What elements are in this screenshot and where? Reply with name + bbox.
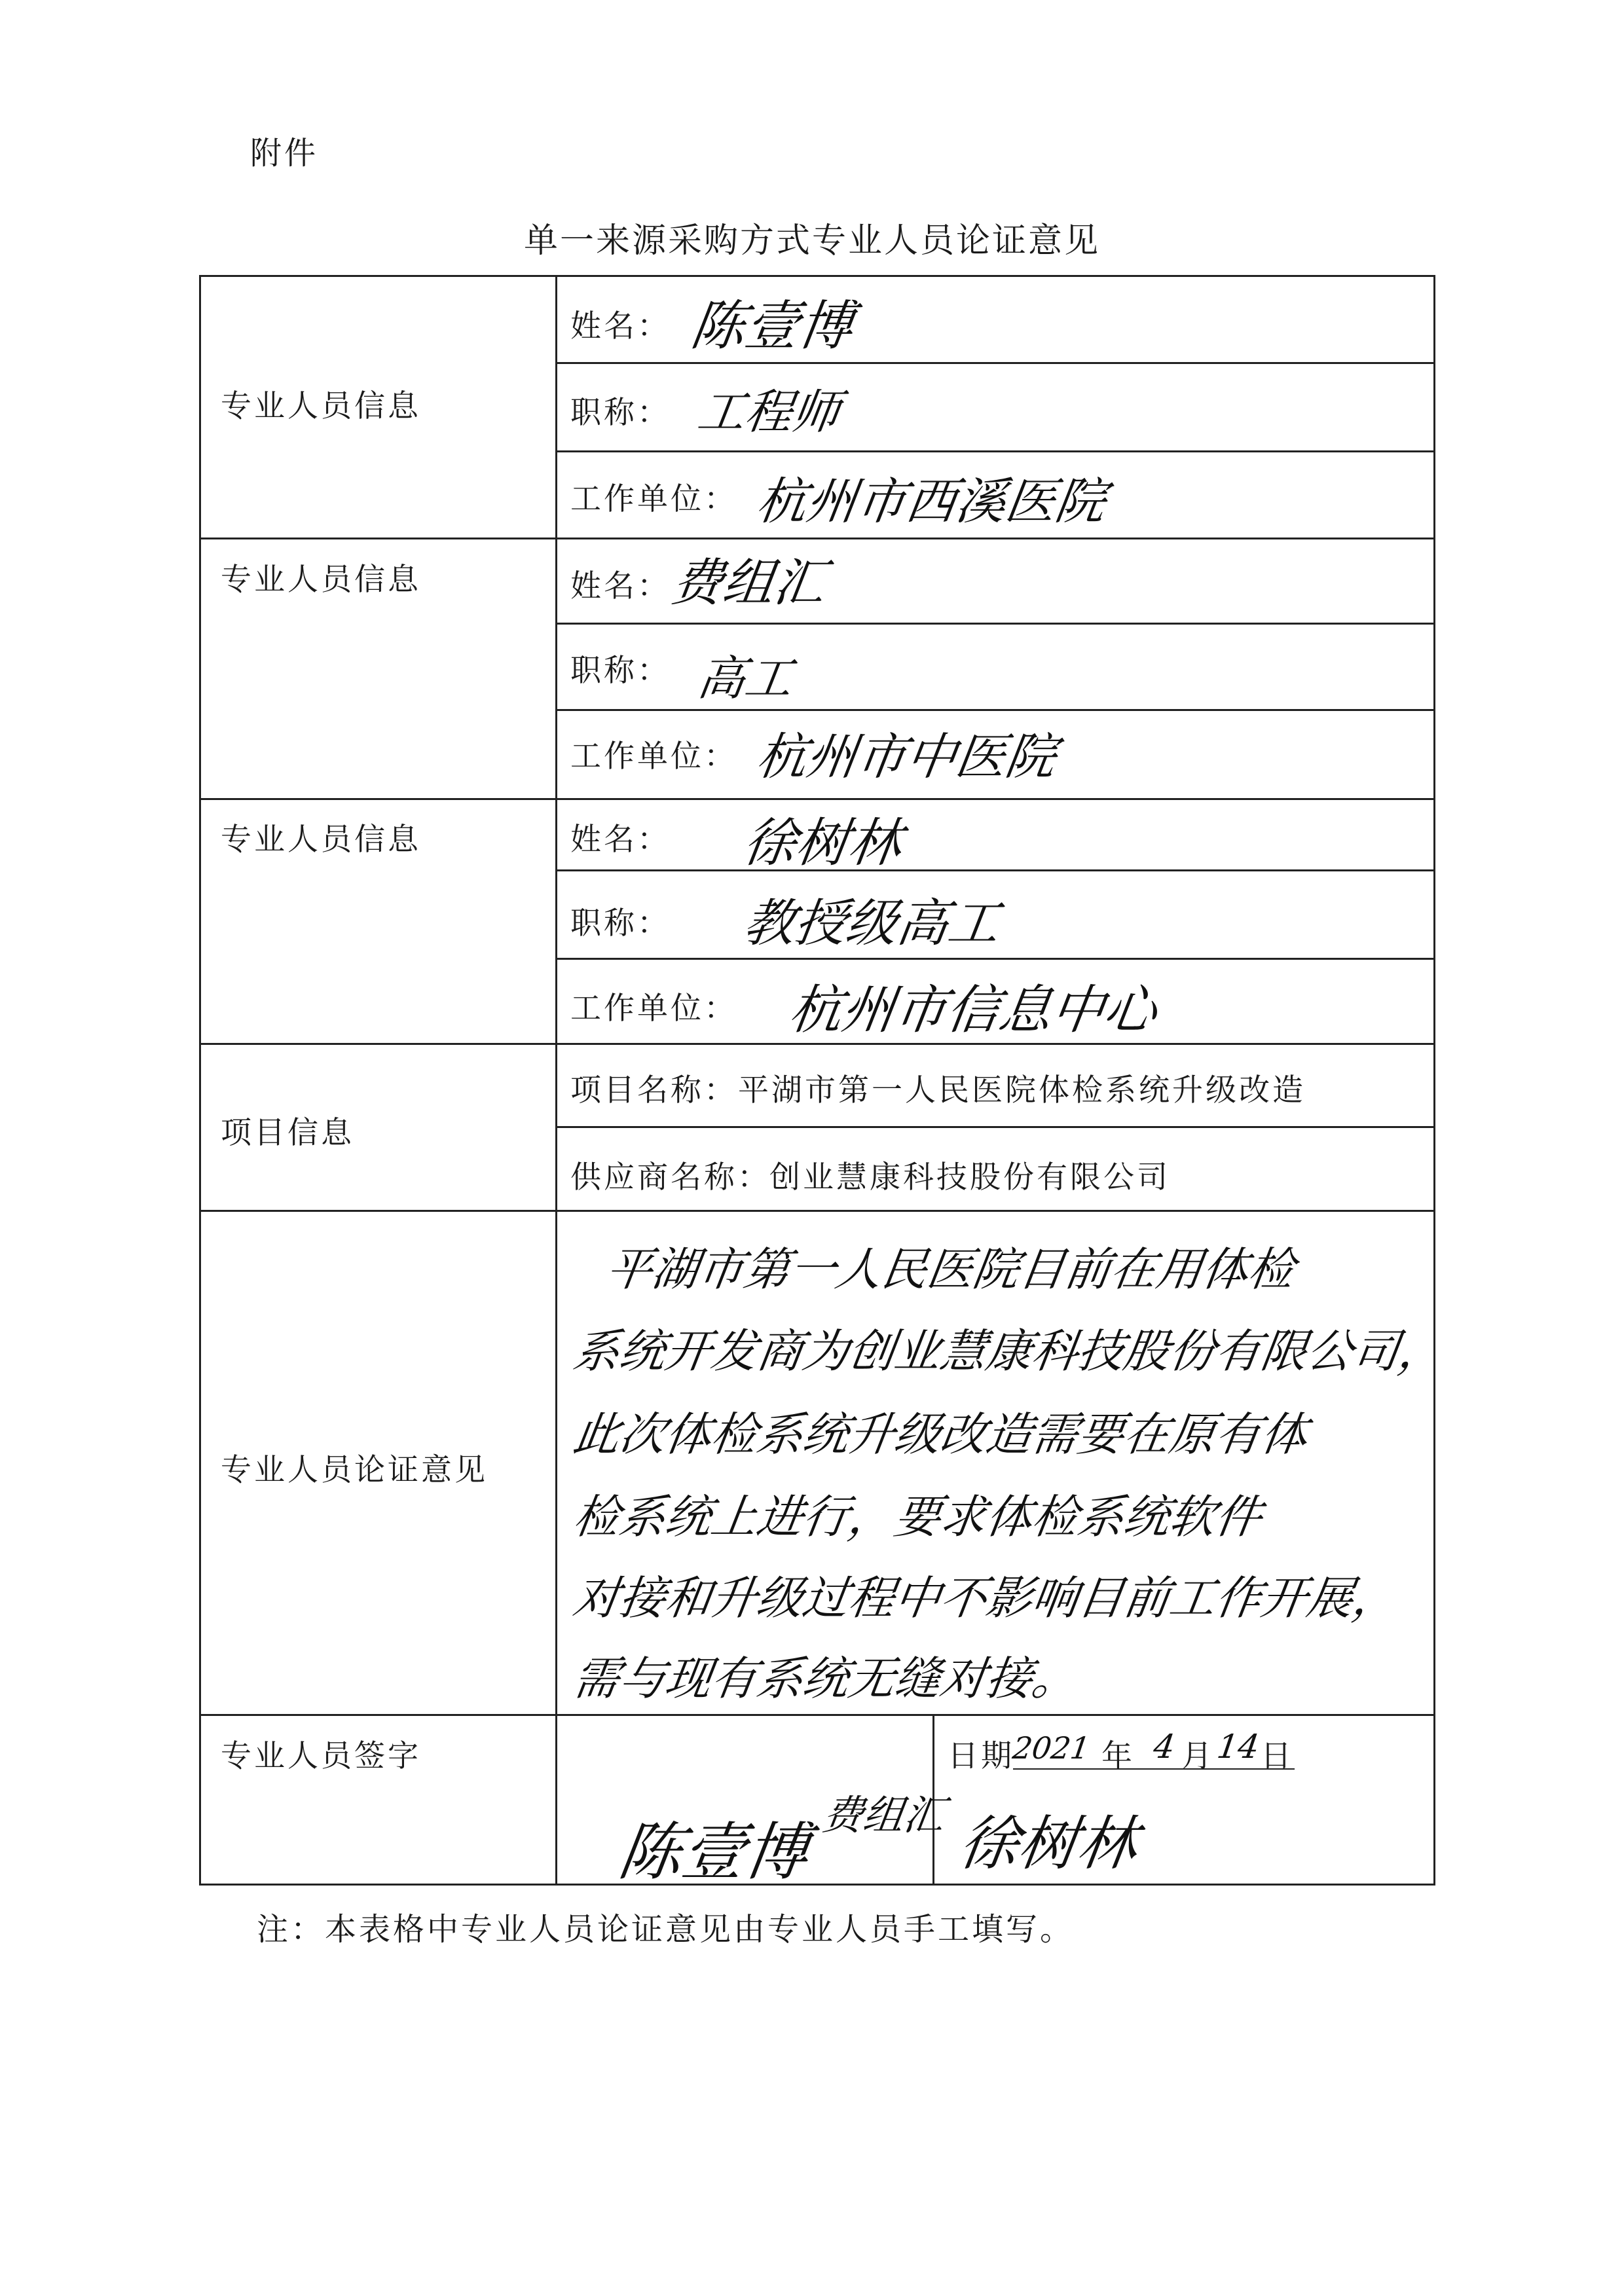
expert-3-unit-value: 杭州市信息中心 (785, 979, 1161, 1040)
section-separator (201, 538, 1435, 539)
signature-2: 费组汇 (819, 1791, 948, 1839)
expert-1-title-label: 职称： (570, 395, 671, 431)
opinion-line: 需与现有系统无缝对接。 (570, 1652, 1082, 1705)
signature-1: 陈壹博 (614, 1815, 813, 1889)
expert-3-section-label: 专业人员信息 (221, 822, 421, 858)
expert-1-unit-label: 工作单位： (570, 481, 737, 517)
expert-2-name-value: 费组汇 (667, 554, 830, 613)
section-separator (201, 1043, 1435, 1045)
demonstration-form (199, 275, 1449, 1889)
project-section-label: 项目信息 (221, 1115, 354, 1151)
project-name-label: 项目名称： (570, 1072, 737, 1108)
date-month: 4 (1151, 1728, 1177, 1766)
date-year: 2021 (1010, 1730, 1092, 1766)
row-separator (555, 623, 1435, 625)
supplier-value: 创业慧康科技股份有限公司 (769, 1159, 1170, 1195)
expert-1-section-label: 专业人员信息 (221, 388, 421, 424)
date-label: 日期 (948, 1738, 1014, 1774)
expert-2-title-label: 职称： (570, 653, 671, 689)
project-name-value: 平湖市第一人民医院体检系统升级改造 (738, 1072, 1306, 1108)
opinion-line: 检系统上进行，要求体检系统软件 (570, 1490, 1265, 1544)
expert-2-title-value: 高工 (694, 651, 797, 706)
footnote: 注：本表格中专业人员论证意见由专业人员手工填写。 (257, 1911, 1075, 1948)
date-day: 14 (1214, 1728, 1262, 1766)
column-divider (555, 277, 557, 1886)
expert-2-unit-value: 杭州市中医院 (752, 727, 1060, 786)
row-separator (555, 709, 1435, 711)
row-separator (555, 1126, 1435, 1128)
row-separator (555, 362, 1435, 364)
expert-3-unit-label: 工作单位： (570, 991, 737, 1027)
expert-3-name-value: 徐树林 (739, 812, 906, 873)
opinion-line: 系统开发商为创业慧康科技股份有限公司， (570, 1324, 1449, 1378)
opinion-line: 对接和升级过程中不影响目前工作开展， (570, 1571, 1403, 1625)
row-separator (555, 450, 1435, 452)
section-separator (201, 798, 1435, 800)
date-year-unit: 年 (1101, 1738, 1135, 1774)
supplier-label: 供应商名称： (570, 1159, 771, 1195)
expert-1-name-value: 陈壹博 (687, 295, 857, 357)
expert-2-section-label: 专业人员信息 (221, 562, 421, 598)
opinion-line: 平湖市第一人民医院目前在用体检 (602, 1243, 1298, 1296)
opinion-line: 此次体检系统升级改造需要在原有体 (570, 1408, 1311, 1461)
signature-3: 徐树林 (955, 1810, 1142, 1878)
row-separator (555, 958, 1435, 960)
expert-1-title-value: 工程师 (694, 384, 844, 439)
form-title: 单一来源采购方式专业人员论证意见 (523, 221, 1100, 261)
expert-2-unit-label: 工作单位： (570, 738, 737, 774)
expert-3-title-value: 教授级高工 (739, 894, 1004, 953)
expert-3-name-label: 姓名： (570, 822, 671, 858)
section-separator (201, 1714, 1435, 1716)
section-separator (201, 1210, 1435, 1212)
date-month-unit: 月 (1181, 1738, 1215, 1774)
signature-section-label: 专业人员签字 (221, 1738, 421, 1774)
expert-1-unit-value: 杭州市西溪医院 (752, 472, 1110, 530)
date-underline (1013, 1768, 1295, 1770)
opinion-section-label: 专业人员论证意见 (221, 1452, 488, 1488)
expert-3-title-label: 职称： (570, 905, 671, 941)
date-day-unit: 日 (1261, 1738, 1294, 1774)
expert-2-name-label: 姓名： (570, 568, 671, 604)
expert-1-name-label: 姓名： (570, 308, 671, 344)
row-separator (555, 869, 1435, 871)
attachment-label: 附件 (250, 135, 319, 172)
